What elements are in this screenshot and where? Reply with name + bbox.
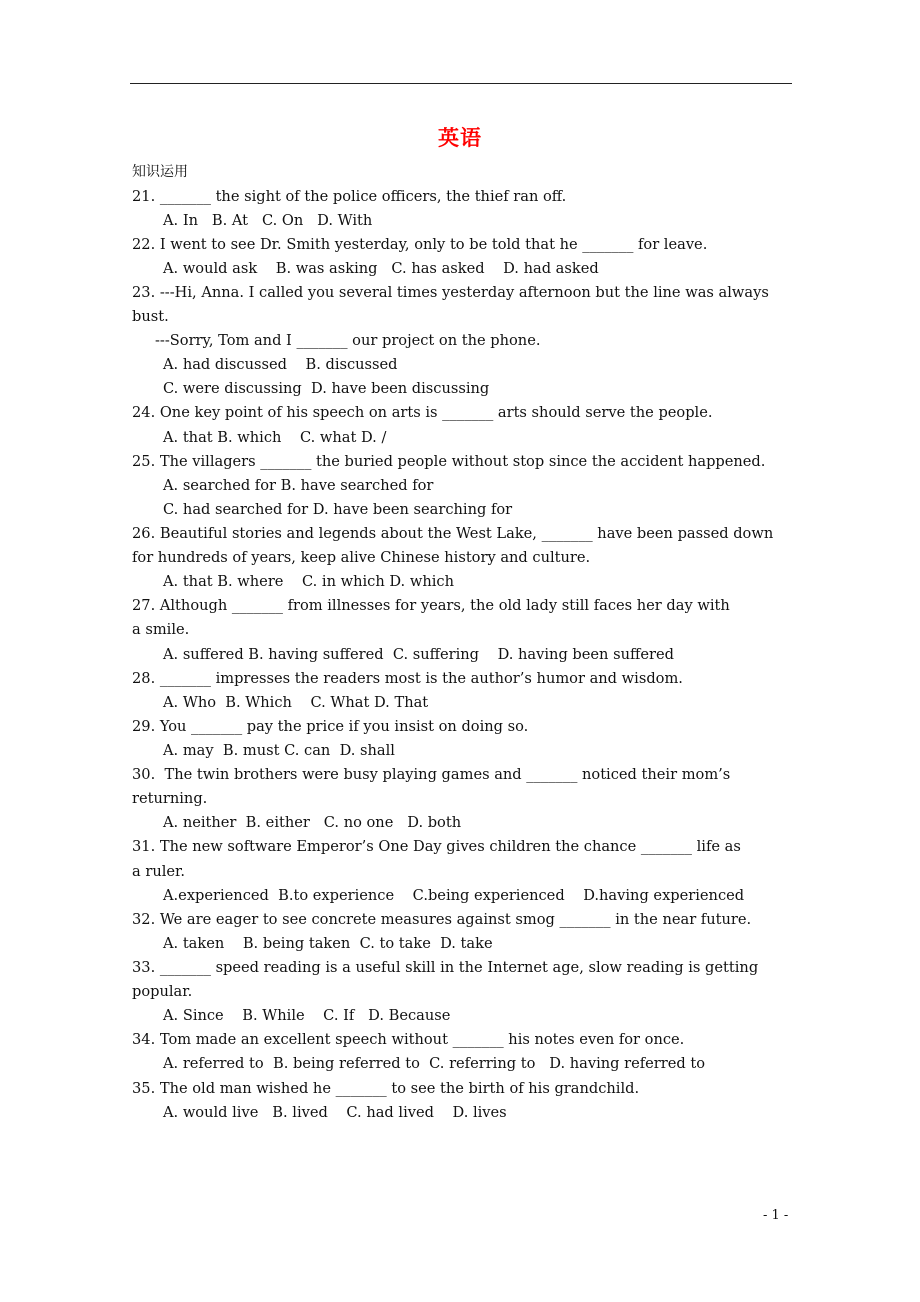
question-line: popular. [132, 983, 193, 1000]
options-line: A. would live B. lived C. had lived D. lives [163, 1104, 507, 1121]
options-line: A. had discussed B. discussed [163, 356, 398, 373]
options-line: A. that B. where C. in which D. which [163, 573, 454, 590]
options-line: A. referred to B. being referred to C. referring to D. having referred to [163, 1055, 706, 1072]
options-line: A. taken B. being taken C. to take D. take [163, 935, 493, 952]
options-line: A. In B. At C. On D. With [163, 212, 373, 229]
question-line: 28. _______ impresses the readers most is the author’s humor and wisdom. [132, 670, 683, 687]
options-line: A. neither B. either C. no one D. both [163, 814, 462, 831]
header-rule [130, 83, 792, 84]
question-line: 24. One key point of his speech on arts is _______ arts should serve the people. [132, 404, 713, 421]
question-line: 34. Tom made an excellent speech without _______ his notes even for once. [132, 1031, 685, 1048]
question-line: for hundreds of years, keep alive Chinese history and culture. [132, 549, 591, 566]
question-line: 31. The new software Emperor’s One Day gives children the chance _______ life as [132, 838, 741, 855]
options-line: A. Who B. Which C. What D. That [163, 694, 429, 711]
question-line: 32. We are eager to see concrete measures against smog _______ in the near future. [132, 911, 752, 928]
question-line: a smile. [132, 621, 190, 638]
options-line: A. would ask B. was asking C. has asked D. had asked [163, 260, 599, 277]
options-line: C. were discussing D. have been discussing [163, 380, 490, 397]
page-number: - 1 - [763, 1208, 789, 1223]
question-line: 21. _______ the sight of the police officers, the thief ran off. [132, 188, 567, 205]
question-line: bust. [132, 308, 169, 325]
options-line: A.experienced B.to experience C.being experienced D.having experienced [163, 887, 745, 904]
question-line: 33. _______ speed reading is a useful skill in the Internet age, slow reading is getting [132, 959, 759, 976]
question-line: 26. Beautiful stories and legends about the West Lake, _______ have been passed down [132, 525, 774, 542]
section-heading: 知识运用 [132, 164, 188, 180]
options-line: C. had searched for D. have been searching for [163, 501, 513, 518]
options-line: A. may B. must C. can D. shall [163, 742, 395, 759]
options-line: A. searched for B. have searched for [163, 477, 434, 494]
question-line: 27. Although _______ from illnesses for years, the old lady still faces her day with [132, 597, 730, 614]
question-line: 23. ---Hi, Anna. I called you several times yesterday afternoon but the line was always [132, 284, 769, 301]
page-title: 英语 [438, 125, 482, 150]
question-line: 22. I went to see Dr. Smith yesterday, only to be told that he _______ for leave. [132, 236, 708, 253]
options-line: A. suffered B. having suffered C. suffering D. having been suffered [163, 646, 674, 663]
dialogue-line: ---Sorry, Tom and I _______ our project on the phone. [155, 332, 541, 349]
question-line: 25. The villagers _______ the buried people without stop since the accident happened. [132, 453, 766, 470]
question-line: a ruler. [132, 863, 186, 880]
question-line: 35. The old man wished he _______ to see the birth of his grandchild. [132, 1080, 640, 1097]
question-line: 30. The twin brothers were busy playing games and _______ noticed their mom’s [132, 766, 731, 783]
options-line: A. that B. which C. what D. / [163, 429, 387, 446]
options-line: A. Since B. While C. If D. Because [163, 1007, 451, 1024]
question-line: returning. [132, 790, 208, 807]
question-line: 29. You _______ pay the price if you insist on doing so. [132, 718, 529, 735]
